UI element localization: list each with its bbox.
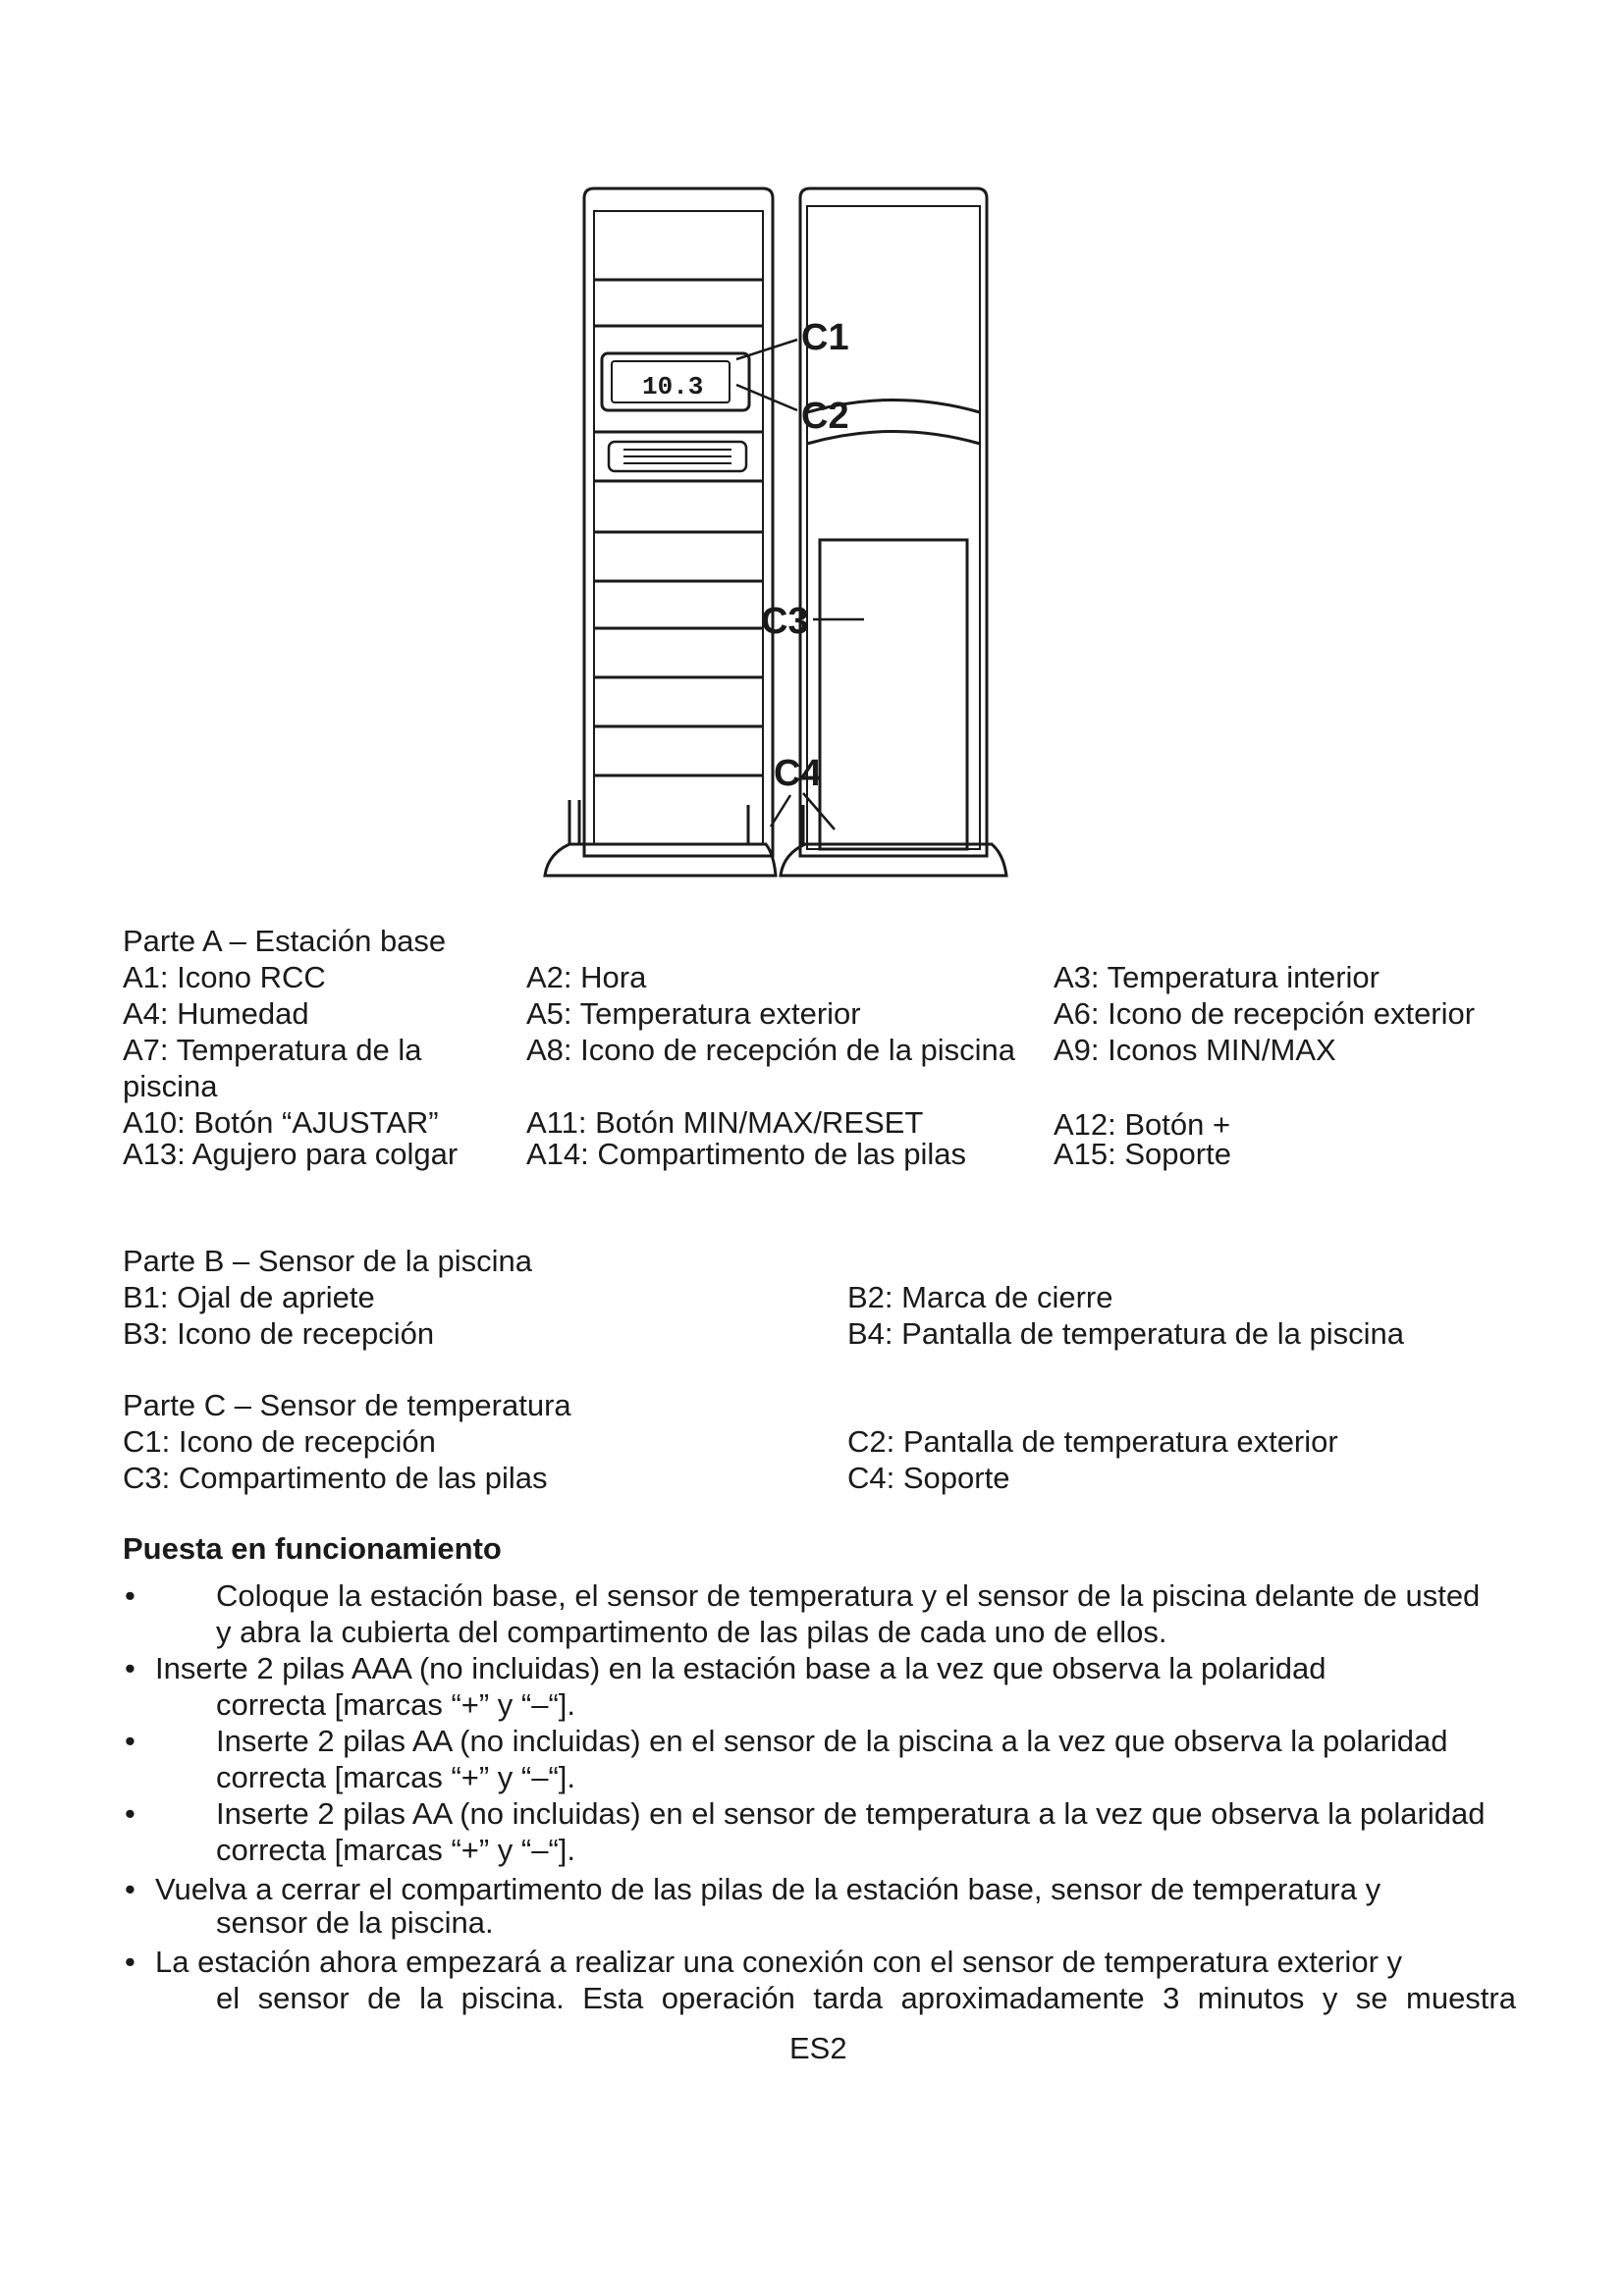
sensor-front-view — [545, 188, 776, 876]
bullet-2-line1: Inserte 2 pilas AAA (no incluidas) en la estación base a la vez que observa la polaridad — [155, 1651, 1326, 1685]
bullet-6-line1: La estación ahora empezará a realizar una conexión con el sensor de temperatura exterior y — [155, 1945, 1403, 1979]
bullet-3-line2: correcta [marcas “+” y “–“]. — [216, 1760, 576, 1794]
item-c2: C2: Pantalla de temperatura exterior — [847, 1424, 1338, 1459]
page-number: ES2 — [789, 2031, 847, 2065]
bullet-5-line2: sensor de la piscina. — [216, 1905, 494, 1940]
callout-c3: C3 — [761, 601, 809, 642]
setup-heading: Puesta en funcionamiento — [123, 1531, 502, 1566]
item-a2: A2: Hora — [526, 960, 647, 994]
item-b1: B1: Ojal de apriete — [123, 1280, 375, 1314]
part-c-title: Parte C – Sensor de temperatura — [123, 1388, 571, 1422]
item-b3: B3: Icono de recepción — [123, 1316, 435, 1351]
bullet-3-line1: Inserte 2 pilas AA (no incluidas) en el sensor de la piscina a la vez que observa la polaridad — [216, 1724, 1448, 1758]
item-a8: A8: Icono de recepción de la piscina — [526, 1033, 1016, 1067]
lcd-reading: 10.3 — [642, 372, 704, 401]
bullet-5-dot: • — [125, 1872, 135, 1906]
temperature-sensor-illustration — [540, 177, 1129, 883]
item-a12: A12: Botón + — [1054, 1107, 1231, 1142]
item-a7-cont: piscina — [123, 1069, 218, 1103]
item-b4: B4: Pantalla de temperatura de la piscina — [847, 1316, 1404, 1351]
item-a1: A1: Icono RCC — [123, 960, 326, 994]
bullet-4-line1: Inserte 2 pilas AA (no incluidas) en el sensor de temperatura a la vez que observa la polaridad — [216, 1796, 1486, 1831]
item-b2: B2: Marca de cierre — [847, 1280, 1113, 1314]
part-b-title: Parte B – Sensor de la piscina — [123, 1244, 533, 1278]
bullet-6-dot: • — [125, 1945, 135, 1979]
item-a10: A10: Botón “AJUSTAR” — [123, 1105, 439, 1140]
bullet-3-dot: • — [125, 1724, 135, 1758]
item-a3: A3: Temperatura interior — [1054, 960, 1380, 994]
item-a14: A14: Compartimento de las pilas — [526, 1137, 967, 1171]
callout-c1: C1 — [801, 317, 849, 358]
item-a7: A7: Temperatura de la — [123, 1033, 422, 1067]
bullet-6-line2: el sensor de la piscina. Esta operación tarda aproximadamente 3 minutos y se muestra — [216, 1981, 1516, 2015]
bullet-4-dot: • — [125, 1796, 135, 1831]
bullet-1-line2: y abra la cubierta del compartimento de las pilas de cada uno de ellos. — [216, 1615, 1167, 1649]
item-a5: A5: Temperatura exterior — [526, 996, 861, 1031]
item-c4: C4: Soporte — [847, 1461, 1010, 1495]
bullet-1-line1: Coloque la estación base, el sensor de temperatura y el sensor de la piscina delante de usted — [216, 1578, 1481, 1613]
item-a15: A15: Soporte — [1054, 1137, 1231, 1171]
part-a-title: Parte A – Estación base — [123, 924, 447, 958]
callout-c4: C4 — [774, 753, 822, 794]
bullet-2-dot: • — [125, 1651, 135, 1685]
item-a13: A13: Agujero para colgar — [123, 1137, 459, 1171]
item-a11: A11: Botón MIN/MAX/RESET — [526, 1105, 924, 1140]
item-c1: C1: Icono de recepción — [123, 1424, 436, 1459]
item-a4: A4: Humedad — [123, 996, 309, 1031]
bullet-1-dot: • — [125, 1578, 135, 1613]
callout-c2: C2 — [801, 396, 849, 437]
item-a6: A6: Icono de recepción exterior — [1054, 996, 1476, 1031]
bullet-5-line1: Vuelva a cerrar el compartimento de las pilas de la estación base, sensor de temperatura y — [155, 1872, 1381, 1906]
item-c3: C3: Compartimento de las pilas — [123, 1461, 548, 1495]
item-a9: A9: Iconos MIN/MAX — [1054, 1033, 1336, 1067]
bullet-4-line2: correcta [marcas “+” y “–“]. — [216, 1833, 576, 1867]
bullet-2-line2: correcta [marcas “+” y “–“]. — [216, 1687, 576, 1722]
